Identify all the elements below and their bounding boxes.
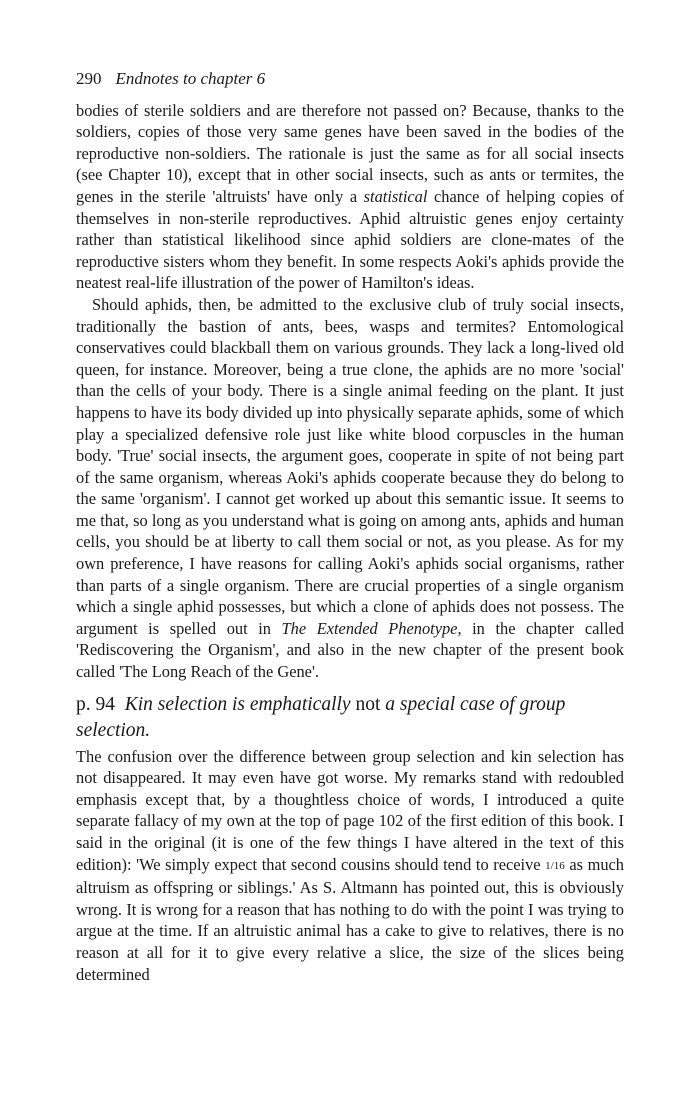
endnote-heading <box>76 692 624 744</box>
paragraph-3 <box>76 746 624 986</box>
paragraph-3-text-b: as much altruism as offspring or siblings.' As S. Altmann has pointed out, this is obviously wrong. It is wrong for a reason that has nothing to do with the point I was trying to argue at the time. If an altruistic animal has a cake to give to relatives, there is no reason at all for it to give every relative a slice, the size of the slices being determined <box>76 854 624 984</box>
endnote-title-b: not <box>355 693 381 715</box>
endnote-page-ref: p. 94 <box>76 693 115 715</box>
paragraph-1-emphasis: statistical <box>363 186 428 206</box>
paragraph-2 <box>76 294 624 683</box>
running-header <box>76 68 624 90</box>
book-page <box>76 68 624 985</box>
paragraph-1 <box>76 100 624 294</box>
endnote-title-a: Kin selection is emphatically <box>124 693 351 715</box>
page-number: 290 <box>76 69 102 88</box>
paragraph-1-text-b: chance of helping copies of themselves in non-sterile reproductives. Aphid altruistic genes enjoy certainty rather than statistical likelihood since aphid soldiers are clone-mates of the reproductive sisters whom they benefit. In some respects Aoki's aphids provide the neatest real-life illustration of the power of Hamilton's ideas. <box>76 186 624 293</box>
fraction-one-sixteenth: 1/16 <box>545 859 565 872</box>
paragraph-3-text-a: The confusion over the difference between group selection and kin selection has not disappeared. It may even have got worse. My remarks stand with redoubled emphasis except that, by a thoughtless choice of words, I introduced a quite separate fallacy of my own at the top of page 102 of the first edition of this book. I said in the original (it is one of the few things I have altered in the text of this edition): 'We simply expect that second cousins should tend to receive <box>76 746 624 874</box>
paragraph-1-text-a: bodies of sterile soldiers and are therefore not passed on? Because, thanks to the soldiers, copies of those very same genes have been saved in the bodies of the reproductive non-soldiers. The rationale is just the same as for all social insects (see Chapter 10), except that in other social insects, such as ants or termites, the genes in the sterile 'altruists' have only a <box>76 100 624 206</box>
paragraph-2-text-a: Should aphids, then, be admitted to the exclusive club of truly social insects, traditionally the bastion of ants, bees, wasps and termites? Entomological conservatives could blackball them on various grounds. They lack a long-lived old queen, for instance. Moreover, being a true clone, the aphids are no more 'social' than the cells of your body. There is a single animal feeding on the plant. It just happens to have its body divided up into physically separate aphids, some of which play a specialized defensive role just like white blood corpuscles in the human body. 'True' social insects, the argument goes, cooperate in spite of not being part of the same organism, whereas Aoki's aphids cooperate because they do belong to the same 'organism'. I cannot get worked up about this semantic issue. It seems to me that, so long as you understand what is going on among ants, aphids and human cells, you should be at liberty to call them social or not, as you please. As for my own preference, I have reasons for calling Aoki's aphids social organisms, rather than parts of a single organism. There are crucial properties of a single organism which a single aphid possesses, but which a clone of aphids does not possess. The argument is spelled out in <box>76 294 624 638</box>
endnote-title-c: a special case of group selection. <box>76 693 566 741</box>
paragraph-2-book-title: The Extended Phenotype <box>281 618 458 638</box>
running-title: Endnotes to chapter 6 <box>115 69 266 88</box>
paragraph-2-text-b: , in the chapter called 'Rediscovering the Organism', and also in the new chapter of the present book called 'The Long Reach of the Gene'. <box>76 618 624 682</box>
